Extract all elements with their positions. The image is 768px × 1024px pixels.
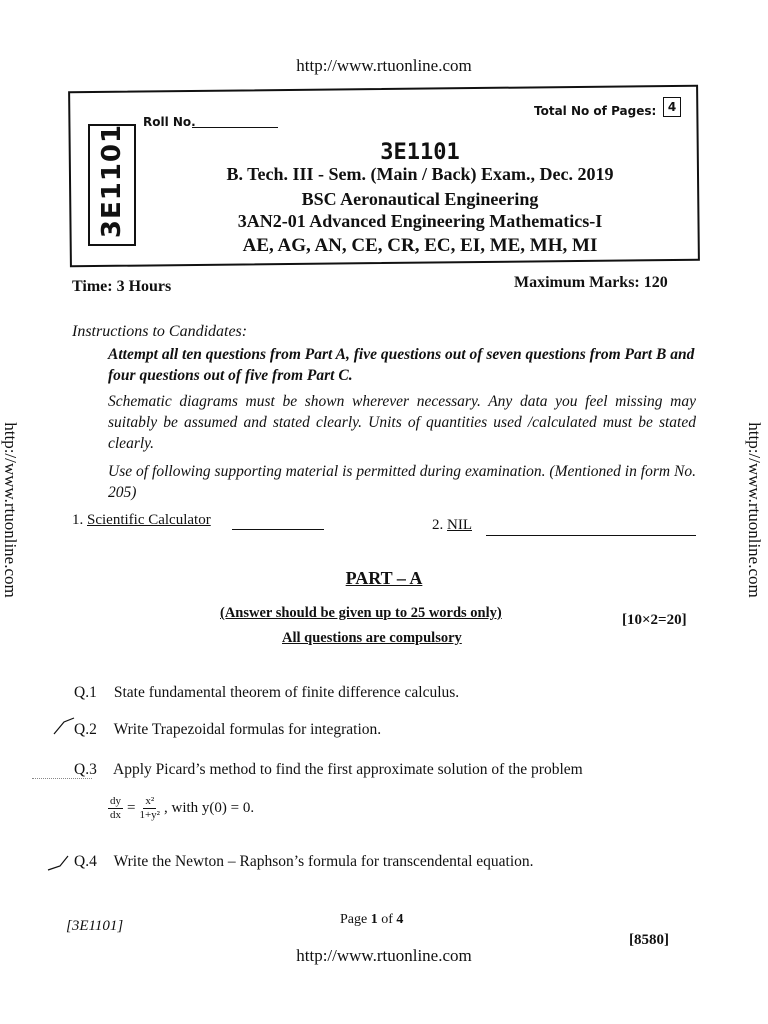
material-2-line [486, 535, 696, 536]
roll-no-line [192, 127, 278, 128]
watermark-right: http://www.rtuonline.com [745, 422, 764, 598]
footer-paper-code: [3E1101] [66, 918, 124, 934]
lhs-numerator: dy [110, 795, 121, 807]
lhs-fraction [108, 795, 123, 822]
question-3 [74, 761, 583, 779]
rhs-fraction [139, 795, 160, 822]
exam-title: B. Tech. III - Sem. (Main / Back) Exam., Dec. 2019 [226, 164, 614, 184]
material-1-value: Scientific Calculator [87, 512, 211, 528]
equation-condition: , with y(0) = 0. [163, 800, 255, 816]
max-marks-label: Maximum Marks: 120 [514, 274, 668, 291]
paper-code-vertical: 3E1101 [97, 123, 127, 239]
stray-mark [32, 778, 92, 785]
question-text: Write Trapezoidal formulas for integration. [113, 721, 382, 738]
page-of: of [377, 912, 397, 927]
paper-code-box [88, 124, 136, 246]
question-4 [74, 853, 534, 871]
watermark-top: http://www.rtuonline.com [296, 56, 472, 75]
watermark-left: http://www.rtuonline.com [1, 422, 20, 598]
subject-title: 3AN2-01 Advanced Engineering Mathematics-I [237, 211, 603, 231]
check-mark-icon [52, 716, 76, 736]
paper-code: 3E1101 [380, 140, 460, 165]
check-mark-icon [46, 852, 70, 872]
question-number: Q.4 [74, 853, 97, 870]
instructions-diagrams: Schematic diagrams must be shown wherever necessary. Any data you feel missing may suitably be assumed and stated clearly. Units of quantities used /calculated must be stated clearly. [108, 393, 696, 452]
material-1 [72, 512, 211, 529]
roll-no-label: Roll No. [143, 115, 196, 129]
question-text: State fundamental theorem of finite difference calculus. [113, 684, 460, 701]
rhs-numerator: x² [145, 795, 155, 807]
question-number: Q.1 [74, 684, 97, 701]
part-a-title [0, 568, 768, 589]
page-prefix: Page [340, 912, 371, 927]
branch-title: BSC Aeronautical Engineering [301, 189, 539, 209]
question-number: Q.2 [74, 721, 97, 738]
material-2-num: 2. [432, 517, 444, 533]
rhs-denominator: 1+y² [139, 809, 160, 821]
lhs-denominator: dx [110, 809, 121, 821]
material-2-value: NIL [447, 517, 472, 533]
material-2 [432, 517, 472, 534]
footer-page-number [340, 912, 403, 928]
branches-list: AE, AG, AN, CE, CR, EC, EI, ME, MH, MI [242, 235, 598, 256]
question-text: Apply Picard’s method to find the first approximate solution of the problem [113, 761, 583, 778]
equals-sign: = [127, 800, 136, 816]
page-total: 4 [396, 912, 404, 927]
part-a-marks: [10×2=20] [622, 612, 687, 628]
footer-number: [8580] [629, 932, 669, 948]
part-a-compulsory: All questions are compulsory [282, 630, 462, 646]
instructions-title: Instructions to Candidates: [72, 323, 248, 340]
material-1-line [232, 529, 324, 530]
part-a-note: (Answer should be given up to 25 words only) [220, 605, 502, 621]
time-label: Time: 3 Hours [72, 278, 172, 295]
total-pages-value: 4 [663, 97, 681, 117]
instructions-main: Attempt all ten questions from Part A, five questions out of seven questions from Part B and four questions out of five from Part C. [108, 346, 695, 384]
question-number: Q.3 [74, 761, 97, 778]
material-1-num: 1. [72, 512, 84, 528]
question-1 [74, 684, 459, 702]
question-text: Write the Newton – Raphson’s formula for transcendental equation. [113, 853, 534, 870]
question-2 [74, 721, 381, 739]
page-current: 1 [370, 912, 378, 927]
total-pages-label: Total No of Pages: [534, 104, 657, 118]
part-a-title-text: PART – A [345, 568, 423, 588]
question-3-equation [108, 795, 254, 822]
watermark-bottom: http://www.rtuonline.com [296, 946, 472, 965]
instructions-material: Use of following supporting material is permitted during examination. (Mentioned in form No. 205) [108, 463, 696, 501]
